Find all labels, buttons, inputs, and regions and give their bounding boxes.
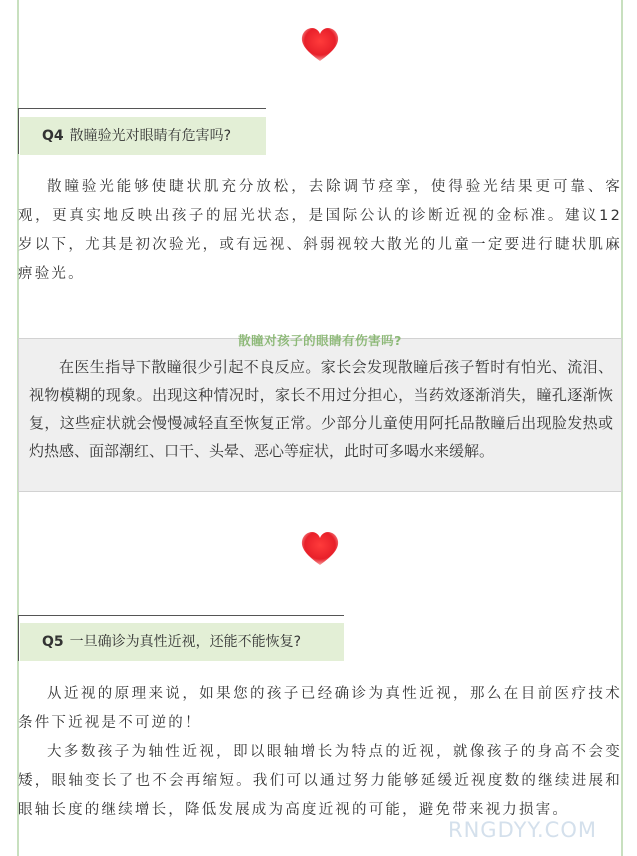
question-number: Q4 [42, 128, 64, 144]
callout-box [18, 333, 622, 492]
callout-title: 散瞳对孩子的眼睛有伤害吗? [238, 333, 402, 348]
answer-paragraph-q4: 散瞳验光能够使睫状肌充分放松，去除调节痉挛，使得验光结果更可靠、客观，更真实地反映出孩子的屈光状态，是国际公认的诊断近视的金标准。建议12岁以下，尤其是初次验光，或有远视、斜弱视较大散光的儿童一定要进行睫状肌麻痹验光。 [18, 179, 622, 282]
question-text: 一旦确诊为真性近视，还能不能恢复? [69, 634, 302, 650]
heading-top-rule [18, 108, 266, 109]
answer-paragraph-q5-2: 大多数孩子为轴性近视，即以眼轴增长为特点的近视，就像孩子的身高不会变矮，眼轴变长了也不会再缩短。我们可以通过努力能够延缓近视度数的继续进展和眼轴长度的继续增长，降低发展成为高度近视的可能，避免带来视力损害。 [18, 744, 622, 818]
question-number: Q5 [42, 634, 64, 650]
heart-icon [300, 531, 340, 567]
question-text: 散瞳验光对眼睛有危害吗? [69, 128, 232, 144]
heading-top-rule [18, 615, 344, 616]
answer-paragraph-q5-1: 从近视的原理来说，如果您的孩子已经确诊为真性近视，那么在目前医疗技术条件下近视是不可逆的！ [18, 686, 622, 731]
heart-icon [300, 27, 340, 63]
callout-text: 在医生指导下散瞳很少引起不良反应。家长会发现散瞳后孩子暂时有怕光、流泪、视物模糊的现象。出现这种情况时，家长不用过分担心，当药效逐渐消失，瞳孔逐渐恢复，这些症状就会慢慢减轻直至恢复正常。少部分儿童使用阿托品散瞳后出现脸发热或灼热感、面部潮红、口干、头晕、恶心等症状，此时可多喝水来缓解。 [29, 358, 613, 460]
question-box-q5 [20, 623, 344, 661]
heading-left-rule [18, 108, 19, 154]
question-box-q4 [20, 117, 266, 155]
heading-left-rule [18, 615, 19, 661]
watermark: RNGDYY.COM [448, 818, 597, 842]
